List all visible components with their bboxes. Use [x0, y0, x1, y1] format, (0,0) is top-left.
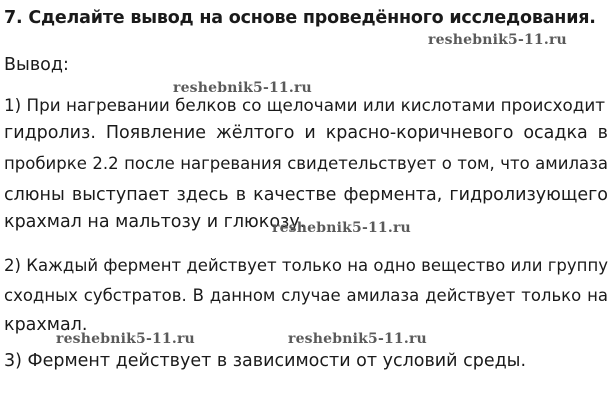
paragraph-1-line-5: крахмал на мальтозу и глюкозу.	[4, 212, 306, 232]
watermark: reshebnik5-11.ru	[56, 331, 195, 347]
paragraph-1-line-1-text: 1) При нагревании белков со щелочами или кислотами происходит	[4, 95, 605, 115]
watermark: reshebnik5-11.ru	[272, 220, 411, 236]
paragraph-1-line-1	[4, 93, 608, 117]
paragraph-1-line-3: пробирке 2.2 после нагревания свидетельствует о том, что амилаза	[4, 154, 608, 173]
paragraph-2-line-2: сходных субстратов. В данном случае амилаза действует только на	[4, 286, 608, 305]
paragraph-1-line-2: гидролиз. Появление жёлтого и красно-коричневого осадка в	[4, 123, 608, 143]
watermark: reshebnik5-11.ru	[173, 80, 312, 96]
task-heading: 7. Сделайте вывод на основе проведённого исследования.	[4, 8, 596, 28]
paragraph-3-line-1: 3) Фермент действует в зависимости от условий среды.	[4, 351, 527, 371]
conclusion-label: Вывод:	[4, 55, 69, 75]
watermark: reshebnik5-11.ru	[288, 331, 427, 347]
paragraph-2-line-1: 2) Каждый фермент действует только на одно вещество или группу	[4, 256, 608, 275]
paragraph-2-line-3: крахмал.	[4, 315, 88, 335]
paragraph-1-line-4: слюны выступает здесь в качестве фермента, гидролизующего	[4, 185, 608, 205]
watermark: reshebnik5-11.ru	[428, 32, 567, 48]
